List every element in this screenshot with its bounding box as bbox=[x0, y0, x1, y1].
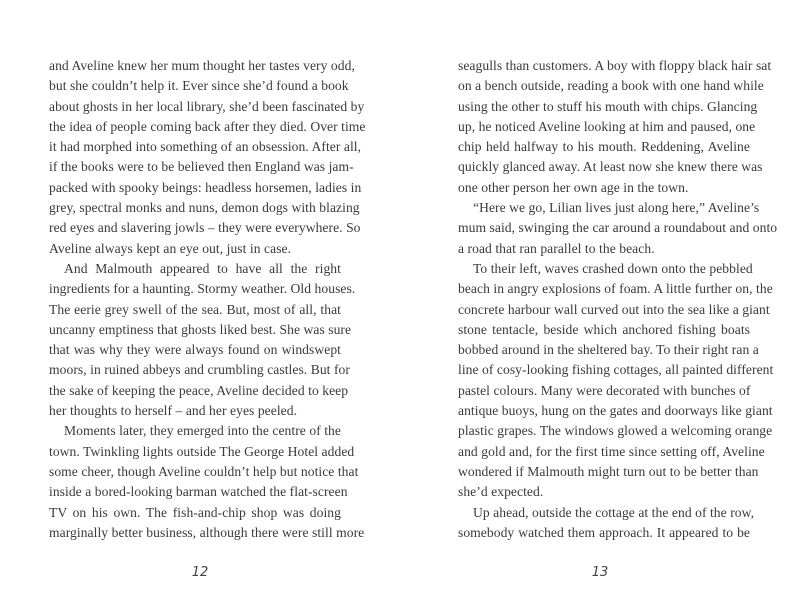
text-line: quickly glanced away. At least now she knew there was bbox=[458, 159, 763, 175]
text-line: The eerie grey swell of the sea. But, most of all, that bbox=[49, 301, 341, 317]
page-number-left: 12 bbox=[191, 565, 209, 580]
right-page-body bbox=[458, 56, 778, 543]
text-line: the sake of keeping the peace, Aveline decided to keep bbox=[49, 382, 349, 398]
text-line: that was why they were always found on windswept bbox=[49, 342, 341, 358]
text-line: the idea of people coming back after they died. Over time bbox=[49, 118, 366, 134]
text-line: packed with spooky beings: headless horsemen, ladies in bbox=[49, 179, 362, 195]
text-line: ingredients for a haunting. Stormy weather. Old houses. bbox=[49, 281, 356, 297]
text-line: To their left, waves crashed down onto the pebbled bbox=[473, 260, 753, 276]
left-page-body bbox=[49, 56, 366, 543]
text-line: wondered if Malmouth might turn out to be better than bbox=[458, 463, 759, 479]
text-line: beach in angry explosions of foam. A little further on, the bbox=[458, 281, 773, 297]
text-line: grey, spectral monks and nuns, demon dogs with blazing bbox=[49, 200, 360, 216]
text-line: chip held halfway to his mouth. Reddening, Aveline bbox=[458, 139, 750, 155]
text-line: uncanny emptiness that ghosts liked best. She was sure bbox=[49, 321, 352, 337]
text-line: bobbed around in the sheltered bay. To their right ran a bbox=[458, 342, 759, 358]
text-line: and Aveline knew her mum thought her tastes very odd, bbox=[49, 58, 355, 73]
text-line: on a bench outside, reading a book with one hand while bbox=[458, 78, 764, 94]
text-line: marginally better business, although there were still more bbox=[49, 524, 365, 540]
text-line: antique buoys, hung on the gates and doorways like giant bbox=[458, 403, 773, 419]
text-line: about ghosts in her local library, she’d been fascinated by bbox=[49, 98, 365, 114]
text-line: line of cosy-looking fishing cottages, all painted different bbox=[458, 362, 774, 378]
text-line: red eyes and slavering jowls – they were everywhere. So bbox=[49, 220, 361, 236]
text-line: a road that ran parallel to the beach. bbox=[458, 240, 655, 256]
text-line: but she couldn’t help it. Ever since she’d found a book bbox=[49, 78, 349, 94]
text-line: seagulls than customers. A boy with floppy black hair sat bbox=[458, 58, 772, 73]
text-line: up, he noticed Aveline looking at him and paused, one bbox=[458, 118, 756, 134]
text-line: inside a bored-looking barman watched the flat-screen bbox=[49, 484, 348, 500]
text-line: “Here we go, Lilian lives just along here,” Aveline’s bbox=[473, 200, 760, 216]
right-page bbox=[400, 0, 800, 609]
page-number-right: 13 bbox=[591, 565, 609, 580]
text-line: Moments later, they emerged into the centre of the bbox=[64, 423, 341, 439]
text-line: some cheer, though Aveline couldn’t help but notice that bbox=[49, 463, 359, 479]
text-line: if the books were to be believed then England was jam- bbox=[49, 159, 354, 175]
text-line: moors, in ruined abbeys and crumbling castles. But for bbox=[49, 362, 350, 378]
text-line: TV on his own. The fish-and-chip shop was doing bbox=[49, 504, 341, 520]
text-line: concrete harbour wall curved out into the sea like a giant bbox=[458, 301, 770, 317]
text-line: one other person her own age in the town. bbox=[458, 179, 689, 195]
text-line: Aveline always kept an eye out, just in case. bbox=[49, 240, 292, 256]
text-line: and gold and, for the first time since setting off, Aveline bbox=[458, 443, 765, 459]
text-line: stone tentacle, beside which anchored fishing boats bbox=[458, 321, 750, 337]
text-line: And Malmouth appeared to have all the right bbox=[64, 260, 341, 276]
text-line: it had morphed into something of an obsession. After all, bbox=[49, 139, 362, 155]
text-line: mum said, swinging the car around a roundabout and onto bbox=[458, 220, 778, 236]
text-line: using the other to stuff his mouth with chips. Glancing bbox=[458, 98, 758, 114]
text-line: town. Twinkling lights outside The George Hotel added bbox=[49, 443, 355, 459]
text-line: pastel colours. Many were decorated with bunches of bbox=[458, 382, 751, 398]
text-line: Up ahead, outside the cottage at the end of the row, bbox=[473, 504, 755, 520]
text-line: she’d expected. bbox=[458, 484, 544, 500]
text-line: her thoughts to herself – and her eyes peeled. bbox=[49, 403, 298, 419]
text-line: plastic grapes. The windows glowed a welcoming orange bbox=[458, 423, 773, 439]
text-line: somebody watched them approach. It appeared to be bbox=[458, 524, 750, 540]
